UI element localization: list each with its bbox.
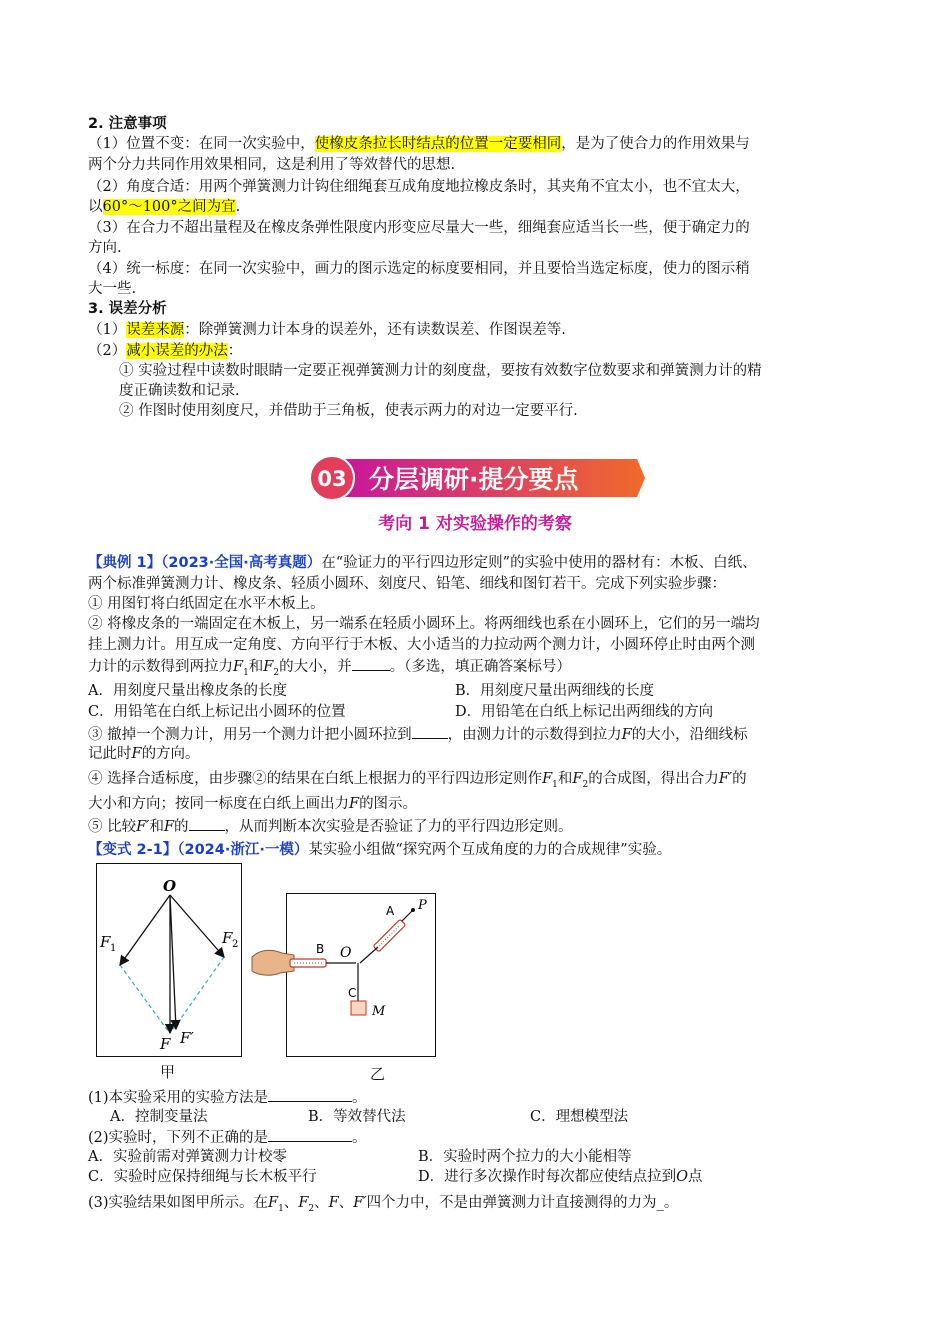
errors-sub1-cont: 度正确读数和记录. [119, 383, 240, 399]
highlight-angle: 60°～100°之间为宜 [102, 199, 236, 215]
banner-title: 分层调研·提分要点 [369, 465, 579, 494]
q2: (2)实验时，下列不正确的是 。 [88, 1127, 367, 1148]
highlight-position: 使橡皮条拉长时结点的位置一定要相同 [314, 136, 562, 152]
label-p: P [418, 898, 427, 913]
answer-blank-1[interactable] [352, 656, 390, 671]
label-a: A [386, 904, 395, 918]
example1-step3-cont: 记此时F的方向。 [88, 746, 200, 762]
example1-intro-cont: 两个标准弹簧测力计、橡皮条、轻质小圆环、刻度尺、铅笔、细线和图钉若干。完成下列实验步骤： [88, 576, 726, 592]
example1-opt-b: B．用刻度尺量出两细线的长度 [455, 683, 655, 699]
example1-step2: ② 将橡皮条的一端固定在木板上，另一端系在轻质小圆环上。将两细线也系在小圆环上，它们的另一端均 [88, 616, 760, 632]
example1-step4-cont: 大小和方向；按同一标度在白纸上画出力F的图示。 [88, 796, 418, 812]
variant-tag: 【变式 2-1】（2024·浙江·一模） [88, 842, 309, 858]
example1-step2-end: 力计的示数得到两拉力$F_1$和$F_2$的大小，并 。（多选，填正确答案标号） [88, 656, 571, 683]
label-o: O [163, 877, 177, 895]
errors-heading: 3. 误差分析 [88, 301, 167, 317]
highlight-error-reduce: 减小误差的办法 [126, 343, 228, 359]
example1-opt-c: C．用铅笔在白纸上标记出小圆环的位置 [88, 704, 346, 720]
q1-opt-a: A．控制变量法 [110, 1109, 208, 1125]
q3: (3)实验结果如图甲所示。在$F_1$、$F_2$、F、F′四个力中，不是由弹簧测力计直接测得的力为_。 [88, 1195, 679, 1214]
q2-opt-c: C．实验时应保持细绳与长木板平行 [88, 1169, 317, 1185]
notes-item1: （1）位置不变：在同一次实验中，使橡皮条拉长时结点的位置一定要相同，是为了使合力的作用效果与 [88, 136, 750, 152]
answer-blank-3[interactable] [189, 816, 225, 831]
errors-sub1: ① 实验过程中读数时眼睛一定要正视弹簧测力计的刻度盘，要按有效数字位数要求和弹簧测力计的精 [119, 363, 762, 379]
figure-yi [250, 893, 436, 1057]
answer-blank-2[interactable] [412, 724, 448, 739]
errors-item2: （2）减小误差的办法： [88, 343, 243, 359]
variant-intro: 【变式 2-1】（2024·浙江·一模）某实验小组做“探究两个互成角度的力的合成规律”实验。 [88, 842, 672, 858]
notes-item2: （2）角度合适：用两个弹簧测力计钩住细绳套互成角度地拉橡皮条时，其夹角不宜太小，也不宜太大， [88, 179, 750, 195]
subtitle: 考向 1 对实验操作的考察 [378, 514, 572, 534]
banner-number: 03 [317, 467, 347, 491]
q2-opt-a: A．实验前需对弹簧测力计校零 [88, 1149, 287, 1165]
example1-step3: ③ 撤掉一个测力计，用另一个测力计把小圆环拉到 ，由测力计的示数得到拉力F的大小，沿细线标 [88, 724, 748, 745]
caption-jia: 甲 [160, 1063, 176, 1081]
q2-opt-d: D．进行多次操作时每次都应使结点拉到O点 [418, 1169, 703, 1185]
example1-step2-cont: 挂上测力计。用互成一定角度、方向平行于木板、大小适当的力拉动两个测力计，小圆环停止时由两个测 [88, 637, 755, 653]
q1-opt-b: B．等效替代法 [308, 1109, 406, 1125]
label-f1-sub: 1 [110, 943, 117, 954]
label-c: C [348, 986, 357, 1000]
hand-icon [252, 950, 294, 975]
notes-item2-cont: 以60°～100°之间为宜. [88, 199, 241, 215]
example1-tag: 【典例 1】（2023·全国·高考真题） [88, 555, 322, 571]
notes-item4: （4）统一标度：在同一次实验中，画力的图示选定的标度要相同，并且要恰当选定标度，使力的图示稍 [88, 261, 750, 277]
section-banner [305, 455, 645, 501]
q1: (1)本实验采用的实验方法是 。 [88, 1087, 367, 1108]
example1-intro: 【典例 1】（2023·全国·高考真题）在“验证力的平行四边形定则”的实验中使用的器材有：木板、白纸、 [88, 555, 757, 571]
highlight-error-source: 误差来源 [126, 322, 185, 338]
answer-blank-q1[interactable] [268, 1087, 352, 1102]
label-f1: F [100, 933, 111, 951]
weight-m [351, 1001, 366, 1015]
notes-item3: （3）在合力不超出量程及在橡皮条弹性限度内形变应尽量大一些，细绳套应适当长一些，便于确定力的 [88, 220, 750, 236]
answer-blank-q2[interactable] [268, 1127, 352, 1142]
notes-item4-cont: 大一些. [88, 281, 137, 297]
errors-item1: （1）误差来源：除弹簧测力计本身的误差外，还有读数误差、作图误差等. [88, 322, 566, 338]
notes-item1-cont: 两个分力共同作用效果相同，这是利用了等效替代的思想. [88, 157, 456, 173]
notes-heading: 2. 注意事项 [88, 116, 167, 132]
example1-opt-d: D．用铅笔在白纸上标记出两细线的方向 [455, 704, 714, 720]
example1-step1: ① 用图钉将白纸固定在水平木板上。 [88, 596, 325, 612]
caption-yi: 乙 [370, 1065, 386, 1083]
notes-item3-cont: 方向. [88, 240, 122, 256]
label-f2-sub: 2 [232, 939, 239, 950]
errors-sub2: ② 作图时使用刻度尺，并借助于三角板，使表示两力的对边一定要平行. [119, 403, 578, 419]
label-o-yi: O [340, 945, 352, 961]
spring-scale-b [290, 959, 326, 967]
example1-step5: ⑤ 比较F′和F的 ，从而判断本次实验是否验证了力的平行四边形定则。 [88, 816, 573, 837]
label-b: B [316, 942, 325, 956]
label-fprime: F′ [180, 1029, 194, 1047]
label-f: F [160, 1035, 171, 1053]
label-m: M [372, 1004, 386, 1019]
example1-step4: ④ 选择合适标度，由步骤②的结果在白纸上根据力的平行四边形定则作$F_1$和$F_2$的合成图，得出合力F′的 [88, 771, 747, 790]
figure-jia [96, 863, 242, 1057]
label-f2: F [222, 929, 233, 947]
q2-opt-b: B．实验时两个拉力的大小能相等 [418, 1149, 632, 1165]
example1-opt-a: A．用刻度尺量出橡皮条的长度 [88, 683, 287, 699]
q1-opt-c: C．理想模型法 [530, 1109, 629, 1125]
